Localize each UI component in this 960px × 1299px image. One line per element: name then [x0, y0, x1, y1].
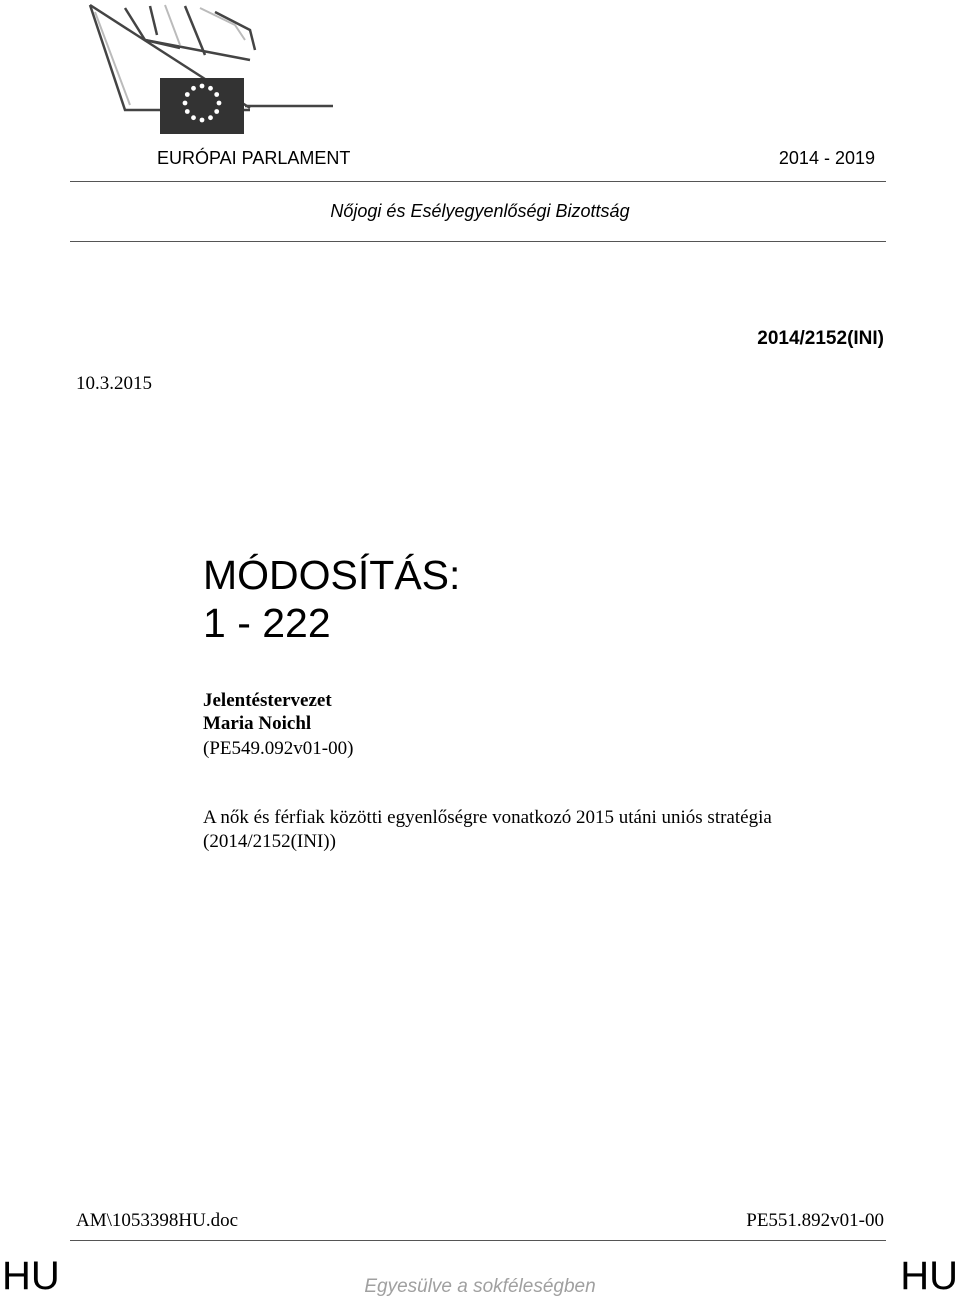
footer-divider	[70, 1240, 886, 1241]
european-parliament-logo	[85, 0, 335, 140]
pe-number: PE551.892v01-00	[746, 1210, 884, 1231]
language-code-right: HU	[900, 1254, 958, 1298]
report-type: Jelentéstervezet	[203, 690, 332, 711]
committee-name: Nőjogi és Esélyegyenlőségi Bizottság	[330, 201, 630, 221]
subject	[203, 806, 903, 854]
file-reference: AM\1053398HU.doc	[76, 1210, 239, 1231]
procedure-number: 2014/2152(INI)	[757, 328, 884, 349]
title-line-1: MÓDOSÍTÁS:	[203, 552, 461, 598]
subject-line-2: (2014/2152(INI))	[203, 831, 336, 852]
document-title	[203, 551, 460, 647]
eu-motto: Egyesülve a sokféleségben	[364, 1276, 596, 1297]
title-line-2: 1 - 222	[203, 600, 331, 646]
header-divider	[70, 181, 886, 182]
pe-reference: (PE549.092v01-00)	[203, 738, 354, 759]
institution-name: EURÓPAI PARLAMENT	[157, 148, 351, 168]
rapporteur-name: Maria Noichl	[203, 713, 312, 734]
document-date: 10.3.2015	[76, 373, 152, 394]
language-code-left: HU	[2, 1254, 60, 1298]
committee-divider	[70, 241, 886, 242]
parliamentary-term: 2014 - 2019	[778, 148, 875, 168]
subject-line-1: A nők és férfiak közötti egyenlőségre vonatkozó 2015 utáni uniós stratégia	[203, 807, 772, 828]
